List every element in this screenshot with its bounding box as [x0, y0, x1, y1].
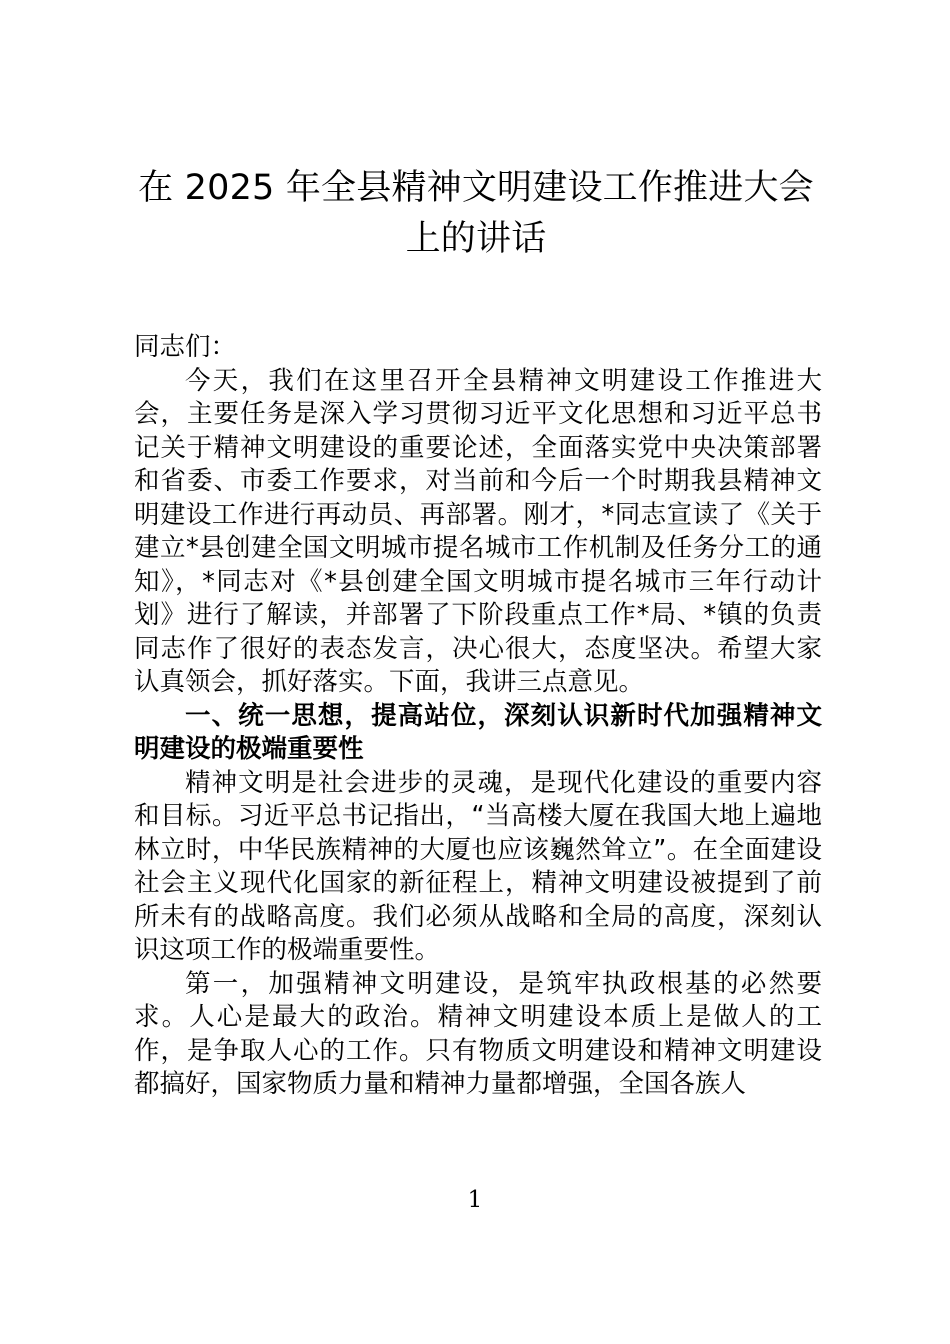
- document-body: [134, 331, 822, 1102]
- paragraph-opening: 今天，我们在这里召开全县精神文明建设工作推进大会，主要任务是深入学习贯彻习近平文化思想和习近平总书记关于精神文明建设的重要论述，全面落实党中央决策部署和省委、市委工作要求，对当前和今后一个时期我县精神文明建设工作进行再动员、再部署。刚才，*同志宣读了《关于建立*县创建全国文明城市提名城市工作机制及任务分工的通知》，*同志对《*县创建全国文明城市提名城市三年行动计划》进行了解读，并部署了下阶段重点工作*局、*镇的负责同志作了很好的表态发言，决心很大，态度坚决。希望大家认真领会，抓好落实。下面，我讲三点意见。: [134, 365, 822, 697]
- page-title: 在 2025 年全县精神文明建设工作推进大会上的讲话: [138, 168, 814, 259]
- page-number: 1: [467, 1187, 483, 1213]
- paragraph-section-one-body: 精神文明是社会进步的灵魂，是现代化建设的重要内容和目标。习近平总书记指出，“当高楼大厦在我国大地上遍地林立时，中华民族精神的大厦也应该巍然耸立”。在全面建设社会主义现代化国家的新征程上，精神文明建设被提到了前所未有的战略高度。我们必须从战略和全局的高度，深刻认识这项工作的极端重要性。: [134, 767, 822, 965]
- paragraph-point-one: 第一，加强精神文明建设，是筑牢执政根基的必然要求。人心是最大的政治。精神文明建设本质上是做人的工作，是争取人心的工作。只有物质文明建设和精神文明建设都搞好，国家物质力量和精神力量都增强，全国各族人: [134, 968, 822, 1099]
- section-heading-one: 一、统一思想，提高站位，深刻认识新时代加强精神文明建设的极端重要性: [134, 700, 822, 764]
- paragraph-salutation: 同志们：: [134, 332, 237, 362]
